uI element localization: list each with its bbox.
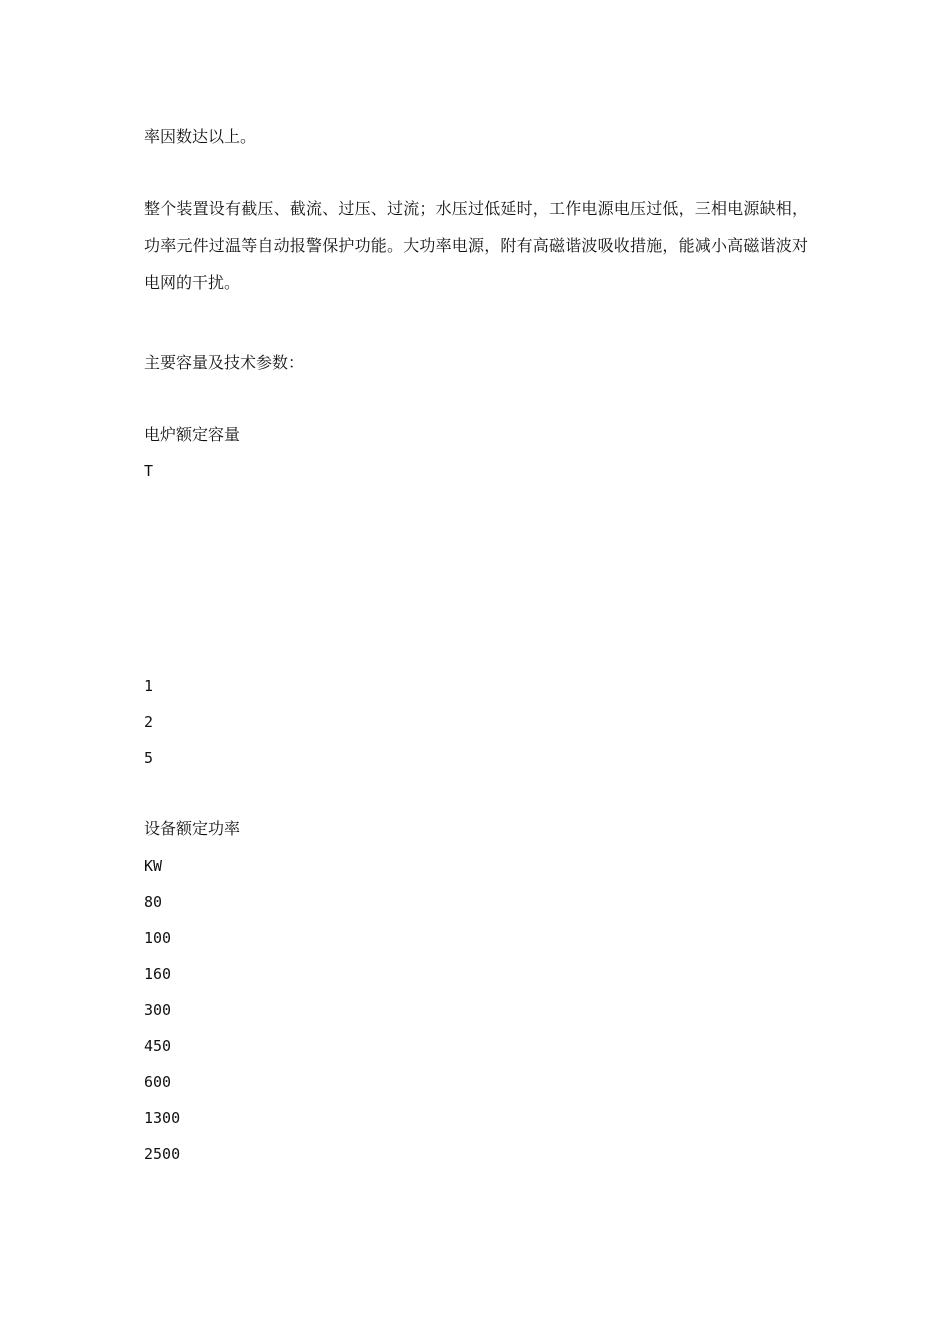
capacity-label: 电炉额定容量 <box>144 425 241 444</box>
power-label: 设备额定功率 <box>144 819 241 838</box>
capacity-value: 1 <box>144 677 154 695</box>
power-value: 600 <box>144 1073 172 1091</box>
power-value: 1300 <box>144 1109 181 1127</box>
power-value: 450 <box>144 1037 172 1055</box>
power-unit: KW <box>144 857 163 875</box>
capacity-value: 5 <box>144 749 154 767</box>
protection-paragraph: 整个装置设有截压、截流、过压、过流；水压过低延时，工作电源电压过低，三相电源缺相，功率元件过温等自动报警保护功能。大功率电源，附有高磁谐波吸收措施，能减小高磁谐波对电网的干扰。 <box>144 199 808 292</box>
intro-tail-text: 率因数达以上。 <box>144 127 257 146</box>
power-value: 160 <box>144 965 172 983</box>
power-value: 100 <box>144 929 172 947</box>
power-value: 80 <box>144 893 163 911</box>
power-value: 2500 <box>144 1145 181 1163</box>
power-value: 300 <box>144 1001 172 1019</box>
params-heading: 主要容量及技术参数： <box>144 353 305 372</box>
capacity-unit: T <box>144 462 154 480</box>
capacity-value: 2 <box>144 713 154 731</box>
